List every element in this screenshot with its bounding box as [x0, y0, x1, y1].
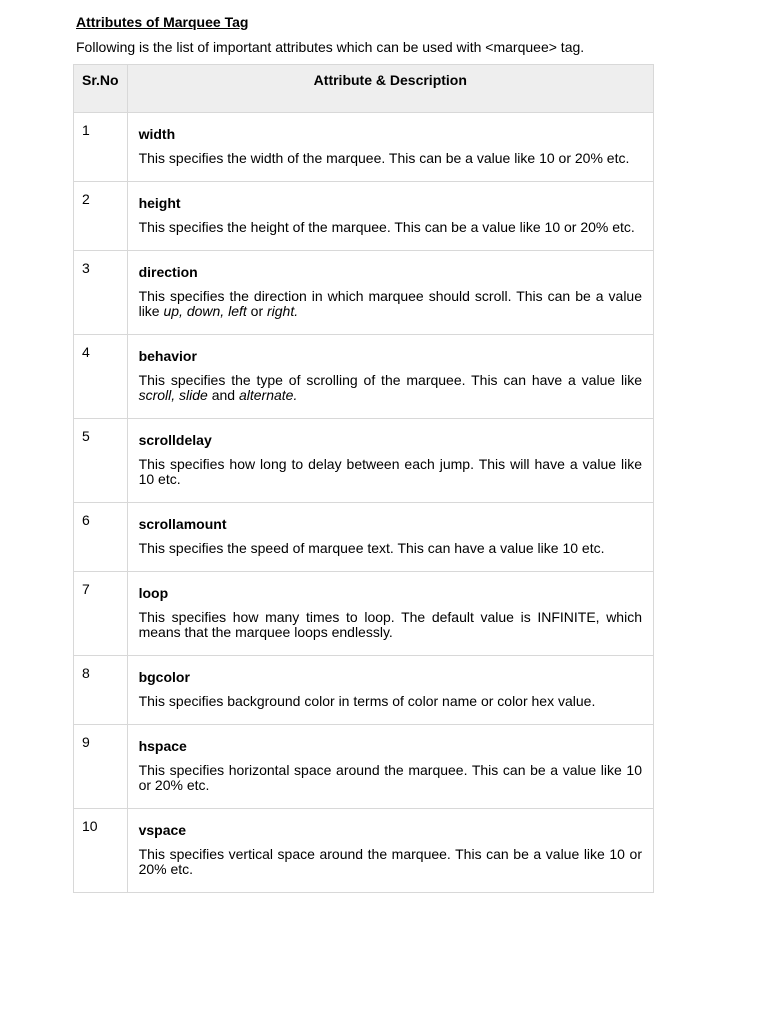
- table-row: [74, 656, 654, 725]
- attribute-name: loop: [138, 585, 169, 601]
- attribute-cell: [127, 503, 653, 572]
- description-italic-segment: up, down, left: [163, 303, 247, 319]
- description-segment: and: [207, 387, 239, 403]
- description-segment: This specifies horizontal space around the marquee. This can be a value like 10 or 20% etc.: [138, 762, 642, 793]
- table-row: [74, 725, 654, 809]
- attribute-cell: [127, 419, 653, 503]
- attribute-description: [139, 847, 642, 877]
- row-number: 8: [74, 656, 128, 725]
- description-segment: This specifies the height of the marquee. This can be a value like 10 or 20% etc.: [138, 219, 635, 235]
- table-row: [74, 113, 654, 182]
- attribute-description: [139, 373, 642, 403]
- description-segment: This specifies how many times to loop. The default value is INFINITE, which means that the marquee loops endlessly.: [138, 609, 642, 640]
- description-segment: This specifies the speed of marquee text. This can have a value like 10 etc.: [138, 540, 605, 556]
- description-italic-segment: right.: [267, 303, 299, 319]
- attribute-cell: [127, 725, 653, 809]
- header-attribute-description: Attribute & Description: [127, 65, 653, 113]
- attribute-name: bgcolor: [138, 669, 190, 685]
- table-header-row: [74, 65, 654, 113]
- intro-text: Following is the list of important attributes which can be used with <marquee> tag.: [76, 39, 585, 55]
- attribute-description: [139, 610, 642, 640]
- attribute-description: [139, 289, 642, 319]
- attribute-cell: [127, 182, 653, 251]
- row-number: 2: [74, 182, 128, 251]
- attribute-description: [139, 694, 642, 709]
- table-row: [74, 182, 654, 251]
- attributes-table: [73, 64, 654, 893]
- row-number: 10: [74, 809, 128, 893]
- attribute-description: [139, 220, 642, 235]
- description-segment: This specifies how long to delay between each jump. This will have a value like 10 etc.: [138, 456, 642, 487]
- attribute-name: scrolldelay: [138, 432, 212, 448]
- table-row: [74, 419, 654, 503]
- row-number: 3: [74, 251, 128, 335]
- attribute-description: [139, 457, 642, 487]
- attribute-cell: [127, 335, 653, 419]
- attribute-name: direction: [138, 264, 198, 280]
- row-number: 5: [74, 419, 128, 503]
- table-row: [74, 503, 654, 572]
- attribute-name: width: [138, 126, 176, 142]
- attribute-description: [139, 763, 642, 793]
- attribute-name: height: [138, 195, 181, 211]
- attribute-cell: [127, 809, 653, 893]
- row-number: 4: [74, 335, 128, 419]
- page-title: Attributes of Marquee Tag: [76, 14, 249, 30]
- description-segment: This specifies the direction in which marquee should scroll. This can be a value like: [138, 288, 642, 319]
- description-segment: This specifies background color in terms of color name or color hex value.: [138, 693, 596, 709]
- table-body: [74, 113, 654, 893]
- row-number: 7: [74, 572, 128, 656]
- table-row: [74, 572, 654, 656]
- attribute-cell: [127, 656, 653, 725]
- row-number: 1: [74, 113, 128, 182]
- table-row: [74, 335, 654, 419]
- description-segment: This specifies the width of the marquee. This can be a value like 10 or 20% etc.: [138, 150, 630, 166]
- description-segment: This specifies vertical space around the marquee. This can be a value like 10 or 20% etc.: [138, 846, 642, 877]
- attribute-cell: [127, 113, 653, 182]
- description-italic-segment: scroll, slide: [138, 387, 208, 403]
- row-number: 9: [74, 725, 128, 809]
- description-segment: or: [246, 303, 267, 319]
- header-srno: Sr.No: [74, 65, 128, 113]
- table-row: [74, 251, 654, 335]
- attribute-name: vspace: [138, 822, 187, 838]
- description-italic-segment: alternate.: [238, 387, 298, 403]
- description-segment: This specifies the type of scrolling of the marquee. This can have a value like: [138, 372, 642, 388]
- attribute-cell: [127, 572, 653, 656]
- attribute-name: scrollamount: [138, 516, 227, 532]
- attribute-cell: [127, 251, 653, 335]
- attribute-name: behavior: [138, 348, 197, 364]
- attribute-name: hspace: [138, 738, 187, 754]
- attribute-description: [139, 151, 642, 166]
- attribute-description: [139, 541, 642, 556]
- table-row: [74, 809, 654, 893]
- row-number: 6: [74, 503, 128, 572]
